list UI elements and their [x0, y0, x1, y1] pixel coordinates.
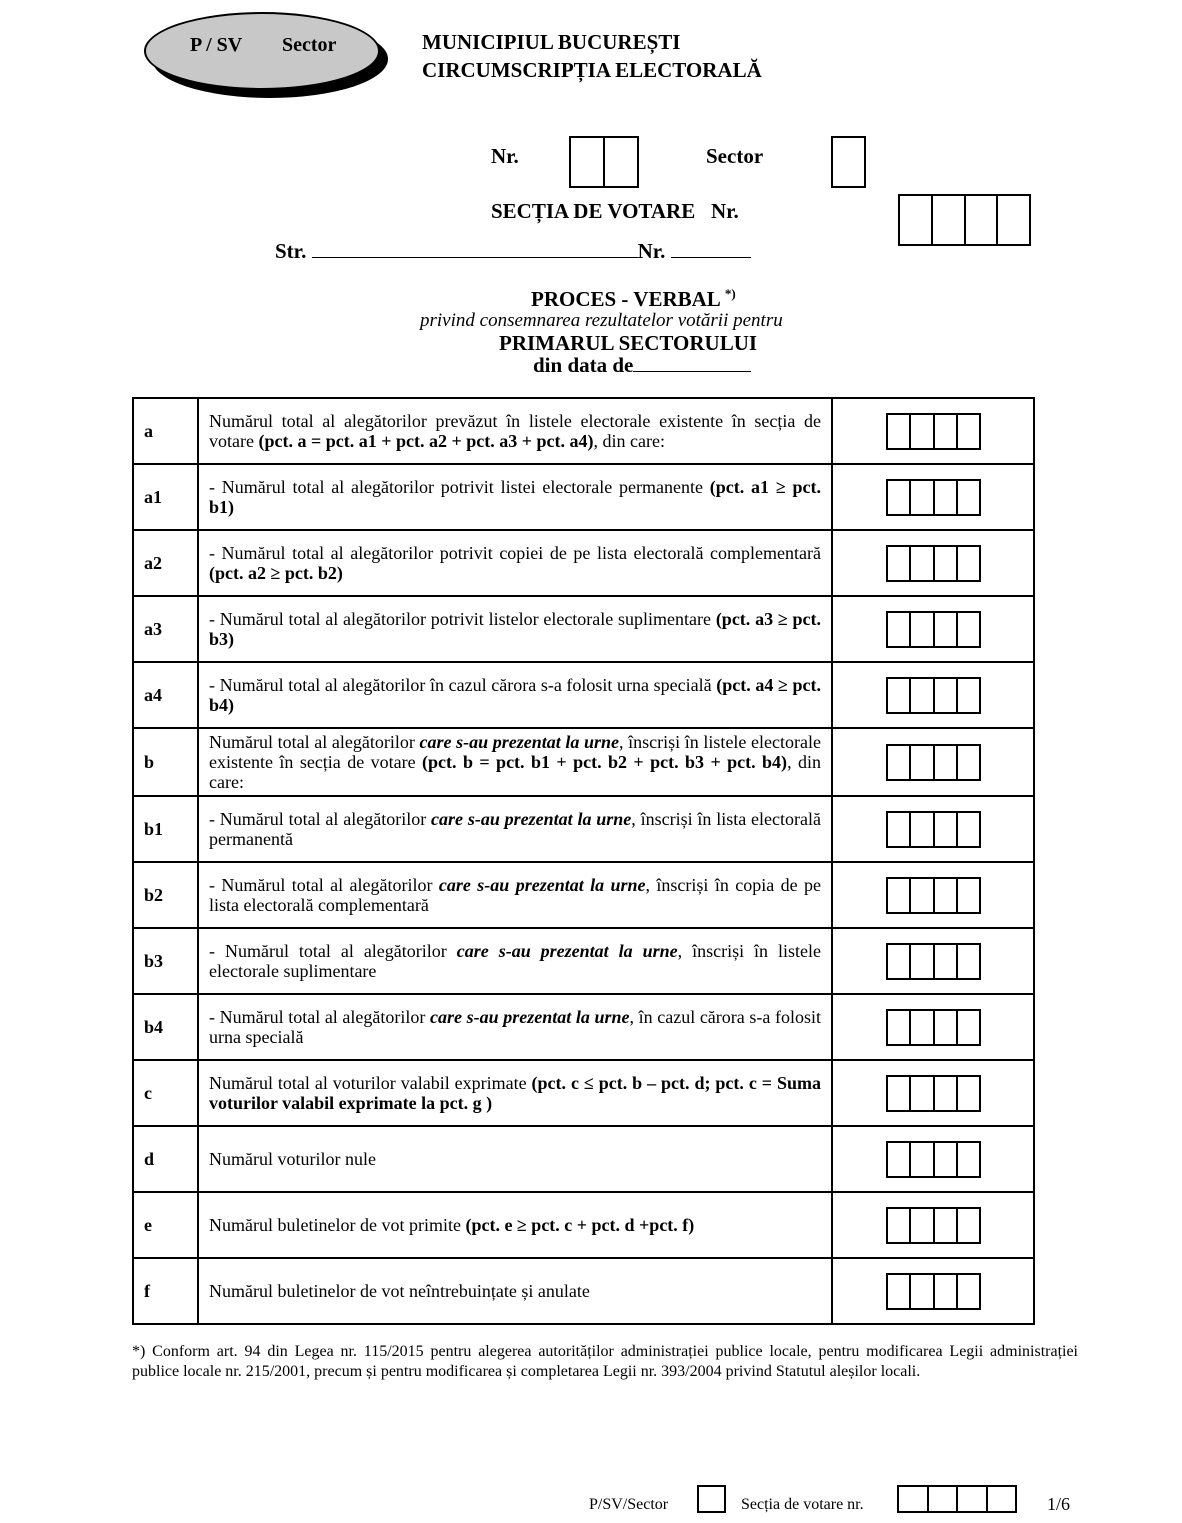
- badge-sector: Sector: [282, 34, 337, 56]
- number-entry-field[interactable]: [886, 479, 981, 516]
- description-part: (pct. e ≥ pct. c + pct. d +pct. f): [465, 1215, 695, 1235]
- description-part: , înscriși în copia de pe lista electorală complementară: [209, 875, 821, 915]
- row-description: [198, 1126, 832, 1192]
- number-entry-field[interactable]: [886, 744, 981, 781]
- description-part: (pct. a3 ≥ pct. b3): [209, 609, 821, 649]
- row-code: a4: [133, 662, 198, 728]
- row-code: f: [133, 1258, 198, 1324]
- table-row: [133, 1192, 1034, 1258]
- row-description: [198, 994, 832, 1060]
- results-table: [132, 397, 1035, 1325]
- footer-sectia-label: Secția de votare nr.: [741, 1496, 864, 1513]
- number-entry-field[interactable]: [886, 1273, 981, 1310]
- number-entry-field[interactable]: [886, 811, 981, 848]
- table-row: [133, 530, 1034, 596]
- table-row: [133, 1060, 1034, 1126]
- row-value-cell: [832, 728, 1034, 796]
- row-code: b3: [133, 928, 198, 994]
- description-part: , din care:: [209, 752, 821, 792]
- row-value-cell: [832, 596, 1034, 662]
- row-code: b: [133, 728, 198, 796]
- footer-sectia-field[interactable]: [897, 1485, 1017, 1513]
- number-entry-field[interactable]: [886, 677, 981, 714]
- number-entry-field[interactable]: [886, 1141, 981, 1178]
- description-part: Numărul voturilor nule: [209, 1149, 376, 1169]
- row-description: [198, 928, 832, 994]
- date-line: [533, 353, 751, 378]
- row-code: a3: [133, 596, 198, 662]
- number-entry-field[interactable]: [886, 413, 981, 450]
- table-row: [133, 862, 1034, 928]
- description-part: (pct. a1 ≥ pct. b1): [209, 477, 821, 517]
- row-description: [198, 728, 832, 796]
- description-part: (pct. c ≤ pct. b – pct. d; pct. c = Suma voturilor valabil exprimate la pct. g ): [209, 1073, 821, 1113]
- row-value-cell: [832, 796, 1034, 862]
- document-title: [531, 286, 736, 312]
- date-field[interactable]: [633, 353, 751, 372]
- description-part: (pct. a = pct. a1 + pct. a2 + pct. a3 + pct. a4): [258, 431, 594, 451]
- number-entry-field[interactable]: [886, 611, 981, 648]
- description-part: - Numărul total al alegătorilor potrivit listelor electorale suplimentare: [209, 609, 716, 629]
- description-part: care s-au prezentat la urne: [430, 1007, 630, 1027]
- footnote: *) Conform art. 94 din Legea nr. 115/2015 pentru alegerea autorităților administrației publice locale, pentru modificarea Legii administrației publice locale nr. 215/2001, precum și pentru modificarea și completarea Legii nr. 393/2004 privind Statutul aleșilor locali.: [132, 1343, 1078, 1380]
- row-code: b1: [133, 796, 198, 862]
- description-part: - Numărul total al alegătorilor potrivit listei electorale permanente: [209, 477, 710, 497]
- description-part: , înscriși în listele electorale existente în secția de votare: [209, 732, 821, 772]
- row-code: a2: [133, 530, 198, 596]
- table-row: [133, 464, 1034, 530]
- street-nr-label: Nr.: [637, 239, 666, 263]
- sector-field[interactable]: [831, 136, 866, 188]
- row-code: b2: [133, 862, 198, 928]
- row-value-cell: [832, 464, 1034, 530]
- number-entry-field[interactable]: [886, 545, 981, 582]
- sector-label: Sector: [706, 144, 764, 168]
- row-code: c: [133, 1060, 198, 1126]
- sectia-nr-field[interactable]: [898, 194, 1031, 246]
- row-value-cell: [832, 530, 1034, 596]
- description-part: care s-au prezentat la urne: [456, 941, 678, 961]
- row-value-cell: [832, 1126, 1034, 1192]
- table-row: [133, 662, 1034, 728]
- row-code: a: [133, 398, 198, 464]
- title-text: PROCES - VERBAL: [531, 287, 720, 311]
- row-description: [198, 530, 832, 596]
- description-part: care s-au prezentat la urne: [438, 875, 646, 895]
- row-code: e: [133, 1192, 198, 1258]
- table-row: [133, 928, 1034, 994]
- office-title: PRIMARUL SECTORULUI: [499, 331, 758, 355]
- table-row: [133, 398, 1034, 464]
- circumscription-title: CIRCUMSCRIPȚIA ELECTORALĂ: [422, 58, 762, 82]
- row-value-cell: [832, 994, 1034, 1060]
- description-part: - Numărul total al alegătorilor: [209, 809, 432, 829]
- description-part: , în cazul cărora s-a folosit urna specială: [209, 1007, 822, 1047]
- date-label: din data de: [533, 353, 634, 377]
- row-description: [198, 398, 832, 464]
- street-nr-field[interactable]: [671, 239, 751, 258]
- street-label: Str.: [275, 239, 307, 263]
- page-number: 1/6: [1047, 1494, 1071, 1514]
- row-description: [198, 1258, 832, 1324]
- row-value-cell: [832, 1258, 1034, 1324]
- table-row: [133, 994, 1034, 1060]
- circumscription-nr-field[interactable]: [569, 136, 639, 188]
- description-part: Numărul total al alegătorilor prevăzut în listele electorale existente în secția de votare: [209, 411, 821, 451]
- description-part: care s-au prezentat la urne: [431, 809, 632, 829]
- badge-psv: P / SV: [190, 34, 243, 56]
- table-row: [133, 1258, 1034, 1324]
- description-part: - Numărul total al alegătorilor: [209, 1007, 431, 1027]
- description-part: , înscriși în listele electorale suplimentare: [209, 941, 822, 981]
- row-code: d: [133, 1126, 198, 1192]
- footer-psv-label: P/SV/Sector: [589, 1496, 669, 1513]
- number-entry-field[interactable]: [886, 1009, 981, 1046]
- description-part: Numărul total al alegătorilor: [209, 732, 420, 752]
- row-value-cell: [832, 862, 1034, 928]
- municipality-title: MUNICIPIUL BUCUREȘTI: [422, 30, 681, 54]
- table-row: [133, 1126, 1034, 1192]
- street-line: [275, 239, 751, 264]
- description-part: care s-au prezentat la urne: [419, 732, 620, 752]
- row-description: [198, 464, 832, 530]
- row-description: [198, 662, 832, 728]
- description-part: (pct. a4 ≥ pct. b4): [209, 675, 821, 715]
- description-part: , din care:: [593, 431, 665, 451]
- number-entry-field[interactable]: [886, 943, 981, 980]
- description-part: - Numărul total al alegătorilor: [209, 875, 439, 895]
- title-footnote-mark: *): [724, 286, 736, 301]
- row-description: [198, 596, 832, 662]
- psv-sector-badge: [144, 12, 380, 90]
- table-row: [133, 728, 1034, 796]
- row-description: [198, 796, 832, 862]
- nr-label: Nr.: [491, 144, 519, 168]
- row-code: a1: [133, 464, 198, 530]
- street-field[interactable]: [312, 239, 638, 258]
- description-part: - Numărul total al alegătorilor potrivit copiei de pe lista electorală complementară: [209, 543, 821, 563]
- row-description: [198, 1060, 832, 1126]
- row-code: b4: [133, 994, 198, 1060]
- description-part: (pct. b = pct. b1 + pct. b2 + pct. b3 + pct. b4): [422, 752, 788, 772]
- number-entry-field[interactable]: [886, 877, 981, 914]
- row-value-cell: [832, 662, 1034, 728]
- description-part: - Numărul total al alegătorilor în cazul cărora s-a folosit urna specială: [209, 675, 717, 695]
- description-part: Numărul buletinelor de vot primite: [209, 1215, 466, 1235]
- table-row: [133, 596, 1034, 662]
- description-part: (pct. a2 ≥ pct. b2): [209, 563, 343, 583]
- row-value-cell: [832, 1192, 1034, 1258]
- row-value-cell: [832, 1060, 1034, 1126]
- table-row: [133, 796, 1034, 862]
- document-subtitle: privind consemnarea rezultatelor votării pentru: [420, 310, 783, 331]
- description-part: Numărul total al voturilor valabil exprimate: [209, 1073, 532, 1093]
- description-part: - Numărul total al alegătorilor: [209, 941, 457, 961]
- sectia-label: SECȚIA DE VOTARE Nr.: [491, 199, 739, 223]
- row-description: [198, 862, 832, 928]
- row-value-cell: [832, 398, 1034, 464]
- description-part: Numărul buletinelor de vot neîntrebuințate și anulate: [209, 1281, 590, 1301]
- row-description: [198, 1192, 832, 1258]
- footer-sector-field[interactable]: [697, 1485, 726, 1513]
- number-entry-field[interactable]: [886, 1075, 981, 1112]
- number-entry-field[interactable]: [886, 1207, 981, 1244]
- row-value-cell: [832, 928, 1034, 994]
- description-part: , înscriși în lista electorală permanentă: [209, 809, 822, 849]
